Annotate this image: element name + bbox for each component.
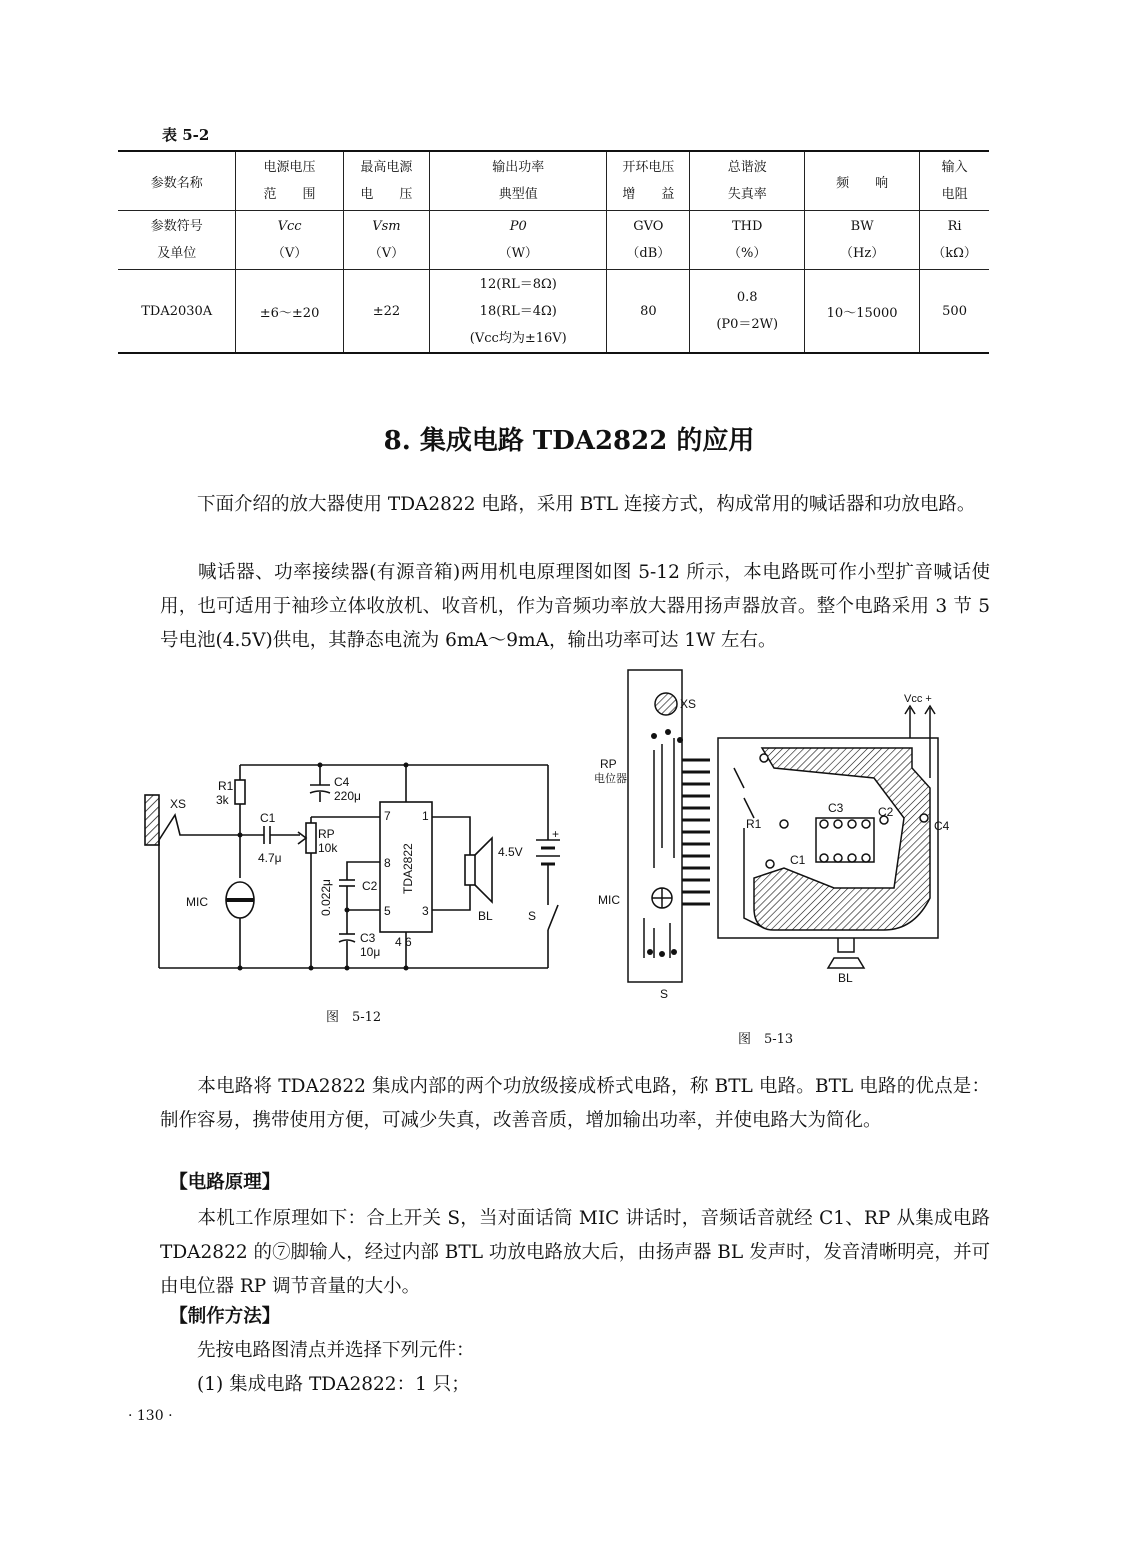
- paragraph-principle: 本机工作原理如下：合上开关 S，当对面话筒 MIC 讲话时，音频话音就经 C1、RP 从集成电路 TDA2822 的⑦脚输人，经过内部 BTL 功放电路放大后，由扬声器 BL 发声时，发音清晰明亮，并可由电位器 RP 调节音量的大小。: [160, 1208, 990, 1297]
- resistor-r1-icon: [235, 780, 245, 804]
- jack-xs-icon: [655, 693, 677, 715]
- paragraph-component-1: (1) 集成电路 TDA2822：1 只；: [160, 1374, 470, 1395]
- spec-table: [118, 150, 989, 354]
- pcb-label-bl: BL: [838, 971, 853, 985]
- data-cell: ±22: [343, 270, 429, 354]
- label-c3-value: 10μ: [360, 945, 381, 959]
- pcb-label-c3: C3: [828, 801, 844, 815]
- label-c2: C2: [362, 879, 378, 893]
- symbol-cell: P0 （W）: [430, 211, 607, 270]
- label-plus: +: [552, 827, 560, 841]
- header-cell: 参数名称: [118, 151, 236, 211]
- table-symbol-row: [118, 211, 989, 270]
- pcb-label-c4: C4: [934, 819, 950, 833]
- label-r1: R1: [218, 779, 234, 793]
- header-cell: 频 响: [805, 151, 920, 211]
- pcb-label-r1: R1: [746, 817, 762, 831]
- pcb-label-xs: XS: [680, 697, 697, 711]
- pcb-label-s: S: [660, 987, 669, 1001]
- speaker-bl-icon: [828, 958, 864, 968]
- data-cell: ±6～±20: [236, 270, 343, 354]
- paragraph-intro: 下面介绍的放大器使用 TDA2822 电路，采用 BTL 连接方式，构成常用的喊话器和功放电路。: [160, 494, 976, 515]
- label-pin46: 4 6: [395, 935, 412, 949]
- heading-circuit-principle: 【电路原理】: [160, 1172, 281, 1193]
- label-c1: C1: [260, 811, 276, 825]
- label-c4-value: 220μ: [334, 789, 361, 803]
- pcb-label-rp: RP: [600, 757, 617, 771]
- header-cell: 总谐波 失真率: [690, 151, 805, 211]
- label-ic: TDA2822: [401, 843, 415, 894]
- data-cell: 10～15000: [805, 270, 920, 354]
- paragraph-btl: 本电路将 TDA2822 集成内部的两个功放级接成桥式电路，称 BTL 电路。BTL 电路的优点是：制作容易，携带使用方便，可减少失真，改善音质，增加输出功率，并使电路大为简化。: [160, 1076, 990, 1131]
- table-data-row: [118, 270, 989, 354]
- label-switch: S: [528, 909, 537, 923]
- label-pin1: 1: [422, 809, 429, 823]
- label-r1-value: 3k: [216, 793, 229, 807]
- page-number: · 130 ·: [128, 1408, 173, 1424]
- data-cell: 12(RL＝8Ω) 18(RL＝4Ω) (Vcc均为±16V): [430, 270, 607, 354]
- figure-5-12-caption: 图 5-12: [326, 1010, 382, 1025]
- header-cell: 输入 电阻: [920, 151, 989, 211]
- figure-5-12-schematic: [140, 740, 580, 990]
- symbol-cell: 参数符号 及单位: [118, 211, 236, 270]
- symbol-cell: Vcc （V）: [236, 211, 343, 270]
- label-pin7: 7: [384, 809, 391, 823]
- label-rp: RP: [318, 827, 335, 841]
- label-c1-value: 4.7μ: [258, 851, 282, 865]
- label-battery: 4.5V: [498, 845, 523, 859]
- data-cell: 80: [607, 270, 690, 354]
- label-c4: C4: [334, 775, 350, 789]
- label-rp-value: 10k: [318, 841, 338, 855]
- potentiometer-rp-icon: [306, 823, 316, 853]
- paragraph-description: 喊话器、功率接续器(有源音箱)两用机电原理图如图 5-12 所示，本电路既可作小型扩音喊话使用，也可适用于袖珍立体收放机、收音机，作为音频功率放大器用扬声器放音。整个电路采用 3 节 5 号电池(4.5V)供电，其静态电流为 6mA～9mA，输出功率可达 1W 左右。: [160, 562, 990, 651]
- header-cell: 最高电源 电 压: [343, 151, 429, 211]
- table-caption: 表 5-2: [162, 126, 210, 144]
- header-cell: 电源电压 范 围: [236, 151, 343, 211]
- paragraph-method: 先按电路图清点并选择下列元件：: [160, 1340, 475, 1361]
- pcb-label-vcc: Vcc +: [904, 693, 932, 705]
- symbol-cell: Ri （kΩ）: [920, 211, 989, 270]
- pcb-label-mic: MIC: [598, 893, 620, 907]
- data-cell: 0.8 (P0＝2W): [690, 270, 805, 354]
- figure-5-13-caption: 图 5-13: [738, 1032, 794, 1047]
- table-header-row: [118, 151, 989, 211]
- label-xs: XS: [170, 797, 187, 811]
- symbol-cell: GVO （dB）: [607, 211, 690, 270]
- data-cell: 500: [920, 270, 989, 354]
- label-mic: MIC: [186, 895, 208, 909]
- section-title: 8. 集成电路 TDA2822 的应用: [383, 426, 755, 456]
- label-pin3: 3: [422, 904, 429, 918]
- symbol-cell: THD （%）: [690, 211, 805, 270]
- label-pin8: 8: [384, 856, 391, 870]
- pcb-label-c2: C2: [878, 805, 894, 819]
- heading-method: 【制作方法】: [160, 1306, 281, 1327]
- figure-5-13-pcb: [594, 668, 954, 1008]
- header-cell: 开环电压 增 益: [607, 151, 690, 211]
- header-cell: 输出功率 典型值: [430, 151, 607, 211]
- jack-xs-icon: [145, 795, 159, 845]
- symbol-cell: Vsm （V）: [343, 211, 429, 270]
- data-cell: TDA2030A: [141, 303, 213, 319]
- symbol-cell: BW （Hz）: [805, 211, 920, 270]
- label-pin5: 5: [384, 904, 391, 918]
- label-speaker: BL: [478, 909, 493, 923]
- speaker-bl-icon: [465, 855, 475, 885]
- label-c2-value: 0.022μ: [319, 879, 333, 916]
- pcb-label-c1: C1: [790, 853, 806, 867]
- pcb-label-rp-potentiometer: 电位器: [594, 773, 627, 785]
- label-c3: C3: [360, 931, 376, 945]
